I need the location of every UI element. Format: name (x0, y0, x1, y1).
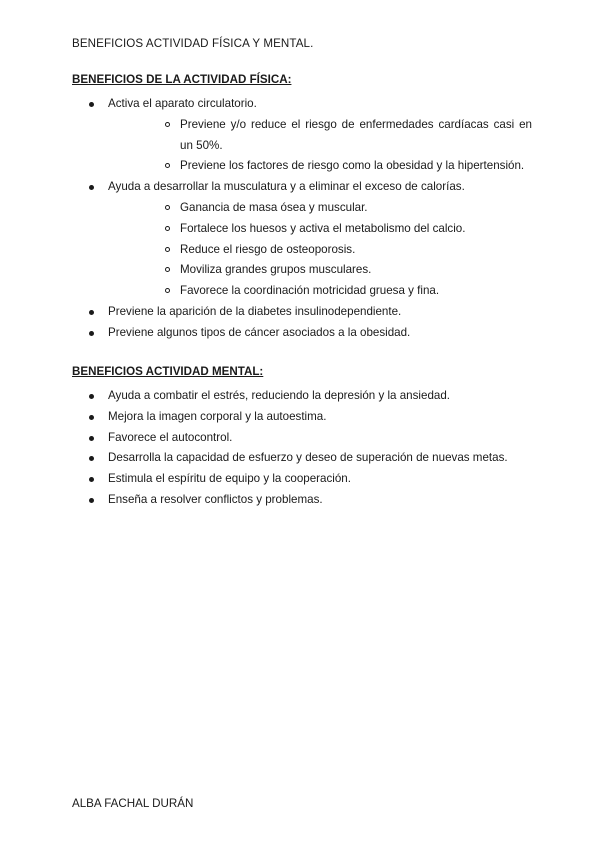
physical-benefits-section (72, 72, 532, 344)
list-item-text: Mejora la imagen corporal y la autoestima. (108, 409, 327, 423)
sub-list-item-text: Moviliza grandes grupos musculares. (180, 263, 372, 277)
sub-list-item (144, 281, 532, 302)
sub-list-item-text: Reduce el riesgo de osteoporosis. (180, 242, 356, 256)
hollow-bullet-icon (165, 288, 170, 293)
bullet-icon (89, 415, 94, 420)
list-item (72, 94, 532, 177)
list-item (72, 302, 532, 323)
sub-list-item-text: Fortalece los huesos y activa el metabolismo del calcio. (180, 221, 466, 235)
list-item-text: Activa el aparato circulatorio. (108, 97, 257, 110)
list-item (72, 386, 532, 407)
sub-list-item-text: Favorece la coordinación motricidad gruesa y fina. (180, 284, 440, 298)
hollow-bullet-icon (165, 205, 170, 210)
mental-benefits-list (72, 386, 532, 511)
sub-list-item-text: Ganancia de masa ósea y muscular. (180, 200, 368, 214)
bullet-icon (89, 102, 94, 107)
list-item-text: Desarrolla la capacidad de esfuerzo y deseo de superación de nuevas metas. (108, 451, 508, 465)
hollow-bullet-icon (165, 163, 170, 168)
list-item-text: Previene la aparición de la diabetes insulinodependiente. (108, 304, 402, 318)
list-item (72, 469, 532, 490)
list-item (72, 323, 532, 344)
bullet-icon (89, 331, 94, 336)
hollow-bullet-icon (165, 267, 170, 272)
sub-list-item-text: Previene y/o reduce el riesgo de enfermedades cardíacas casi en un 50%. (180, 117, 532, 152)
sub-list-item (144, 115, 532, 157)
sub-list (108, 115, 532, 177)
document-title: BENEFICIOS ACTIVIDAD FÍSICA Y MENTAL. (72, 37, 314, 50)
bullet-icon (89, 498, 94, 503)
list-item-text: Estimula el espíritu de equipo y la cooperación. (108, 472, 351, 486)
bullet-icon (89, 310, 94, 315)
list-item (72, 490, 532, 511)
list-item-text: Enseña a resolver conflictos y problemas. (108, 492, 323, 506)
bullet-icon (89, 456, 94, 461)
author-footer: ALBA FACHAL DURÁN (72, 797, 194, 810)
bullet-icon (89, 436, 94, 441)
bullet-icon (89, 185, 94, 190)
physical-benefits-list (72, 94, 532, 344)
sub-list-item (144, 198, 532, 219)
bullet-icon (89, 477, 94, 482)
physical-benefits-heading: BENEFICIOS DE LA ACTIVIDAD FÍSICA: (72, 73, 292, 86)
list-item-text: Previene algunos tipos de cáncer asociados a la obesidad. (108, 325, 411, 339)
list-item (72, 177, 532, 302)
sub-list (108, 198, 532, 302)
sub-list-item (144, 156, 532, 177)
mental-benefits-section (72, 364, 532, 511)
list-item (72, 448, 532, 469)
list-item-text: Ayuda a combatir el estrés, reduciendo la depresión y la ansiedad. (108, 389, 451, 402)
hollow-bullet-icon (165, 247, 170, 252)
sub-list-item (144, 240, 532, 261)
list-item (72, 407, 532, 428)
list-item-text: Favorece el autocontrol. (108, 430, 233, 444)
mental-benefits-heading: BENEFICIOS ACTIVIDAD MENTAL: (72, 365, 264, 378)
list-item-text: Ayuda a desarrollar la musculatura y a eliminar el exceso de calorías. (108, 180, 465, 194)
hollow-bullet-icon (165, 226, 170, 231)
hollow-bullet-icon (165, 122, 170, 127)
bullet-icon (89, 394, 94, 399)
sub-list-item-text: Previene los factores de riesgo como la obesidad y la hipertensión. (180, 159, 525, 173)
sub-list-item (144, 260, 532, 281)
list-item (72, 428, 532, 449)
sub-list-item (144, 219, 532, 240)
